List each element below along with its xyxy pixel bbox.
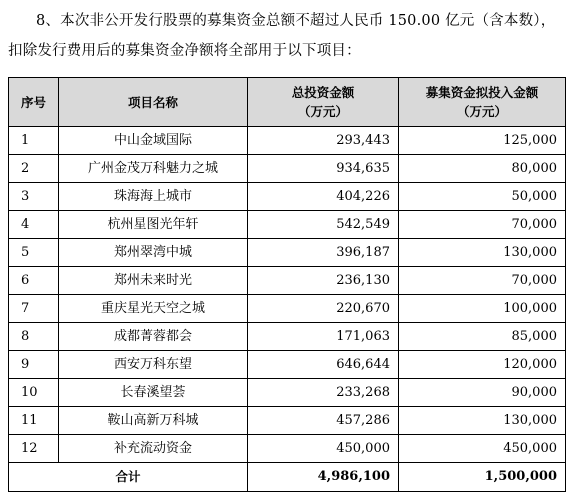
row-proposed-raise: 70,000 — [399, 211, 566, 239]
row-index: 9 — [9, 351, 59, 379]
row-proposed-raise: 450,000 — [399, 435, 566, 463]
row-project-name: 郑州未来时光 — [59, 267, 248, 295]
row-total-investment: 646,644 — [248, 351, 399, 379]
proposed-raise-sum: 1,500,000 — [399, 463, 566, 492]
row-proposed-raise: 85,000 — [399, 323, 566, 351]
row-total-investment: 457,286 — [248, 407, 399, 435]
table-body — [9, 127, 566, 463]
row-total-investment: 934,635 — [248, 155, 399, 183]
table-footer — [9, 463, 566, 492]
table-row — [9, 127, 566, 155]
row-project-name: 长春溪望荟 — [59, 379, 248, 407]
header-total-investment — [248, 78, 399, 127]
row-total-investment: 233,268 — [248, 379, 399, 407]
table-row — [9, 323, 566, 351]
row-proposed-raise: 80,000 — [399, 155, 566, 183]
table-row — [9, 435, 566, 463]
total-row — [9, 463, 566, 492]
table-header-row — [9, 78, 566, 127]
table-row — [9, 211, 566, 239]
row-index: 4 — [9, 211, 59, 239]
header-project-name: 项目名称 — [59, 78, 248, 127]
row-total-investment: 396,187 — [248, 239, 399, 267]
row-project-name: 西安万科东望 — [59, 351, 248, 379]
intro-line-1: 8、本次非公开发行股票的募集资金总额不超过人民币 150.00 亿元（含本数）， — [36, 13, 556, 29]
row-index: 1 — [9, 127, 59, 155]
table-header — [9, 78, 566, 127]
row-project-name: 补充流动资金 — [59, 435, 248, 463]
row-project-name: 郑州翠湾中城 — [59, 239, 248, 267]
row-proposed-raise: 130,000 — [399, 407, 566, 435]
row-project-name: 鞍山高新万科城 — [59, 407, 248, 435]
intro-line-2: 扣除发行费用后的募集资金净额将全部用于以下项目： — [8, 43, 361, 59]
total-label: 合计 — [9, 463, 248, 492]
row-index: 5 — [9, 239, 59, 267]
table-row — [9, 379, 566, 407]
row-proposed-raise: 125,000 — [399, 127, 566, 155]
row-proposed-raise: 100,000 — [399, 295, 566, 323]
row-project-name: 珠海海上城市 — [59, 183, 248, 211]
table-row — [9, 155, 566, 183]
row-total-investment: 171,063 — [248, 323, 399, 351]
row-index: 7 — [9, 295, 59, 323]
row-proposed-raise: 130,000 — [399, 239, 566, 267]
row-total-investment: 542,549 — [248, 211, 399, 239]
table-row — [9, 267, 566, 295]
intro-paragraph — [8, 6, 564, 66]
header-total-investment-unit: （万元） — [297, 104, 348, 119]
row-index: 8 — [9, 323, 59, 351]
header-total-investment-label: 总投资金额 — [291, 85, 355, 100]
fundraising-projects-table — [8, 77, 566, 492]
row-proposed-raise: 90,000 — [399, 379, 566, 407]
row-total-investment: 293,443 — [248, 127, 399, 155]
row-index: 2 — [9, 155, 59, 183]
row-index: 11 — [9, 407, 59, 435]
row-total-investment: 404,226 — [248, 183, 399, 211]
row-project-name: 重庆星光天空之城 — [59, 295, 248, 323]
row-total-investment: 220,670 — [248, 295, 399, 323]
table-row — [9, 351, 566, 379]
row-proposed-raise: 120,000 — [399, 351, 566, 379]
row-proposed-raise: 50,000 — [399, 183, 566, 211]
table-row — [9, 407, 566, 435]
row-project-name: 杭州星图光年轩 — [59, 211, 248, 239]
total-investment-sum: 4,986,100 — [248, 463, 399, 492]
row-project-name: 广州金茂万科魅力之城 — [59, 155, 248, 183]
table-row — [9, 239, 566, 267]
table-row — [9, 295, 566, 323]
row-index: 3 — [9, 183, 59, 211]
row-project-name: 中山金域国际 — [59, 127, 248, 155]
row-proposed-raise: 70,000 — [399, 267, 566, 295]
row-total-investment: 236,130 — [248, 267, 399, 295]
header-proposed-raise-label: 募集资金拟投入金额 — [425, 85, 539, 100]
row-index: 12 — [9, 435, 59, 463]
header-proposed-raise-unit: （万元） — [456, 104, 507, 119]
header-index: 序号 — [9, 78, 59, 127]
header-proposed-raise — [399, 78, 566, 127]
row-index: 10 — [9, 379, 59, 407]
row-project-name: 成都菁蓉都会 — [59, 323, 248, 351]
table-row — [9, 183, 566, 211]
row-index: 6 — [9, 267, 59, 295]
row-total-investment: 450,000 — [248, 435, 399, 463]
